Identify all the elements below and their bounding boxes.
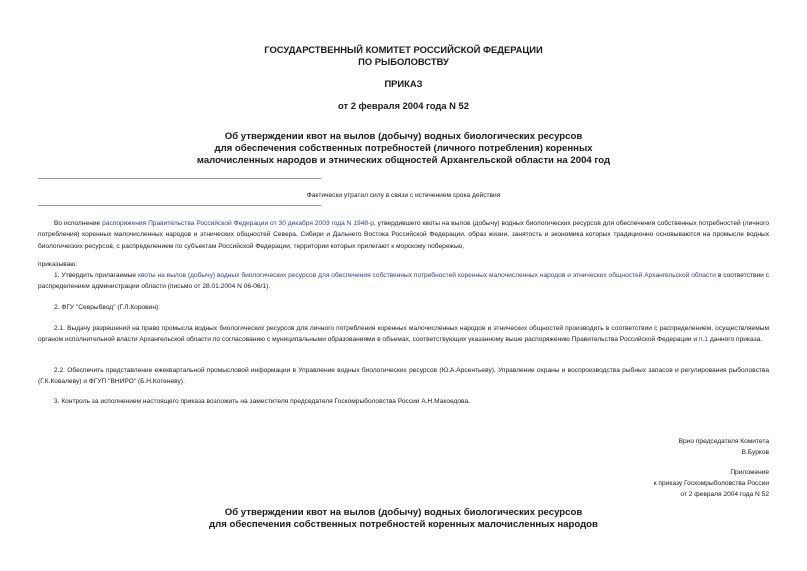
signature-name: В.Бурков xyxy=(741,449,769,456)
doc-title-line3: малочисленных народов и этнических общностей Архангельской области на 2004 год xyxy=(196,155,611,166)
item-3: 3. Контроль за исполнением настоящего приказа возложить на заместителя председателя Госкомрыболовства России А.Н.Макоедова. xyxy=(54,398,470,405)
org-name-line1: ГОСУДАРСТВЕННЫЙ КОМИТЕТ РОССИЙСКОЙ ФЕДЕРАЦИИ xyxy=(264,44,543,55)
order-word: приказываю: xyxy=(38,261,78,268)
doc-title-line1: Об утверждении квот на вылов (добычу) водных биологических ресурсов xyxy=(224,131,583,142)
signature-position: Врио председателя Комитета xyxy=(678,438,769,445)
item-2-2: 2.2. Обеспечить представление ежеквартальной промысловой информации в Управление водных биологических ресурсов (Ю.А.Арсентьеву), Управление охраны и воспроизводства рыбных запасов и регулирования рыболовства (Г.К.Ковалеву) и ФГУП "ВНИРО" (Б.Н.Котеневу). xyxy=(38,367,769,386)
appendix-title-line1: Об утверждении квот на вылов (добычу) водных биологических ресурсов xyxy=(224,507,583,518)
quotas-appendix-link[interactable]: квоты на вылов (добычу) водных биологических ресурсов для обеспечения собственных потребностей коренных малочисленных народов и этнических общностей Архангельской области xyxy=(137,272,716,279)
doc-title-line2: для обеспечения собственных потребностей (личного потребления) коренных xyxy=(214,143,593,154)
appendix-ref-line1: к приказу Госкомрыболовства России xyxy=(653,480,769,487)
doc-type: ПРИКАЗ xyxy=(384,78,423,89)
appendix-label: Приложение xyxy=(730,469,769,476)
item-1: 1. Утвердить прилагаемые квоты на вылов (добычу) водных биологических ресурсов для обеспечения собственных потребностей коренных малочисленных народов и этнических общностей Архангельской области в соответствии с распределением администрации области (письмо от 28.01.2004 N 06-06/1). xyxy=(38,272,770,291)
doc-date: от 2 февраля 2004 года N 52 xyxy=(338,100,469,111)
clause-1-link[interactable]: п.1 xyxy=(698,336,708,344)
item-2-1: 2.1. Выдачу разрешений на право промысла водных биологических ресурсов для личного потребления коренных малочисленных народов и этнических общностей производить в соответствии с распределением, осуществляемым органом исполнительной власти Архангельской области по согласованию с муниципальными образованиями в объемах, соответствующих указанному выше распоряжению Правительства Российской Федерации и п.1 данного приказа. xyxy=(38,325,769,344)
item-2: 2. ФГУ "Севрыбвод" (Г.Л.Коровин): xyxy=(54,304,161,311)
appendix-title-line2: для обеспечения собственных потребностей коренных малочисленных народов xyxy=(209,519,598,530)
divider-top xyxy=(38,178,321,179)
status-note: Фактически утратил силу в связи с истечением срока действия xyxy=(306,192,501,199)
preamble-paragraph: Во исполнение распоряжения Правительства Российской Федерации от 30 декабря 2003 года N 1948-р, утвердившего квоты на вылов (добычу) водных биологических ресурсов для обеспечения собственных потребностей (личного потребления) коренных малочисленных народов и этнических общностей Севера, Сибири и Дальнего Востока Российской Федерации, образ жизни, занятость и экономика которых традиционно основываются на промысле водных биологических ресурсов, с распределением по субъектам Российской Федерации, территории которых прилегают к морскому побережью, xyxy=(38,220,769,250)
org-name-line2: ПО РЫБОЛОВСТВУ xyxy=(358,56,449,67)
govt-order-link[interactable]: распоряжения Правительства Российской Федерации от 30 декабря 2003 года N 1948-р xyxy=(102,220,374,227)
divider-bottom xyxy=(38,205,321,206)
appendix-ref-line2: от 2 февраля 2004 года N 52 xyxy=(680,491,769,498)
